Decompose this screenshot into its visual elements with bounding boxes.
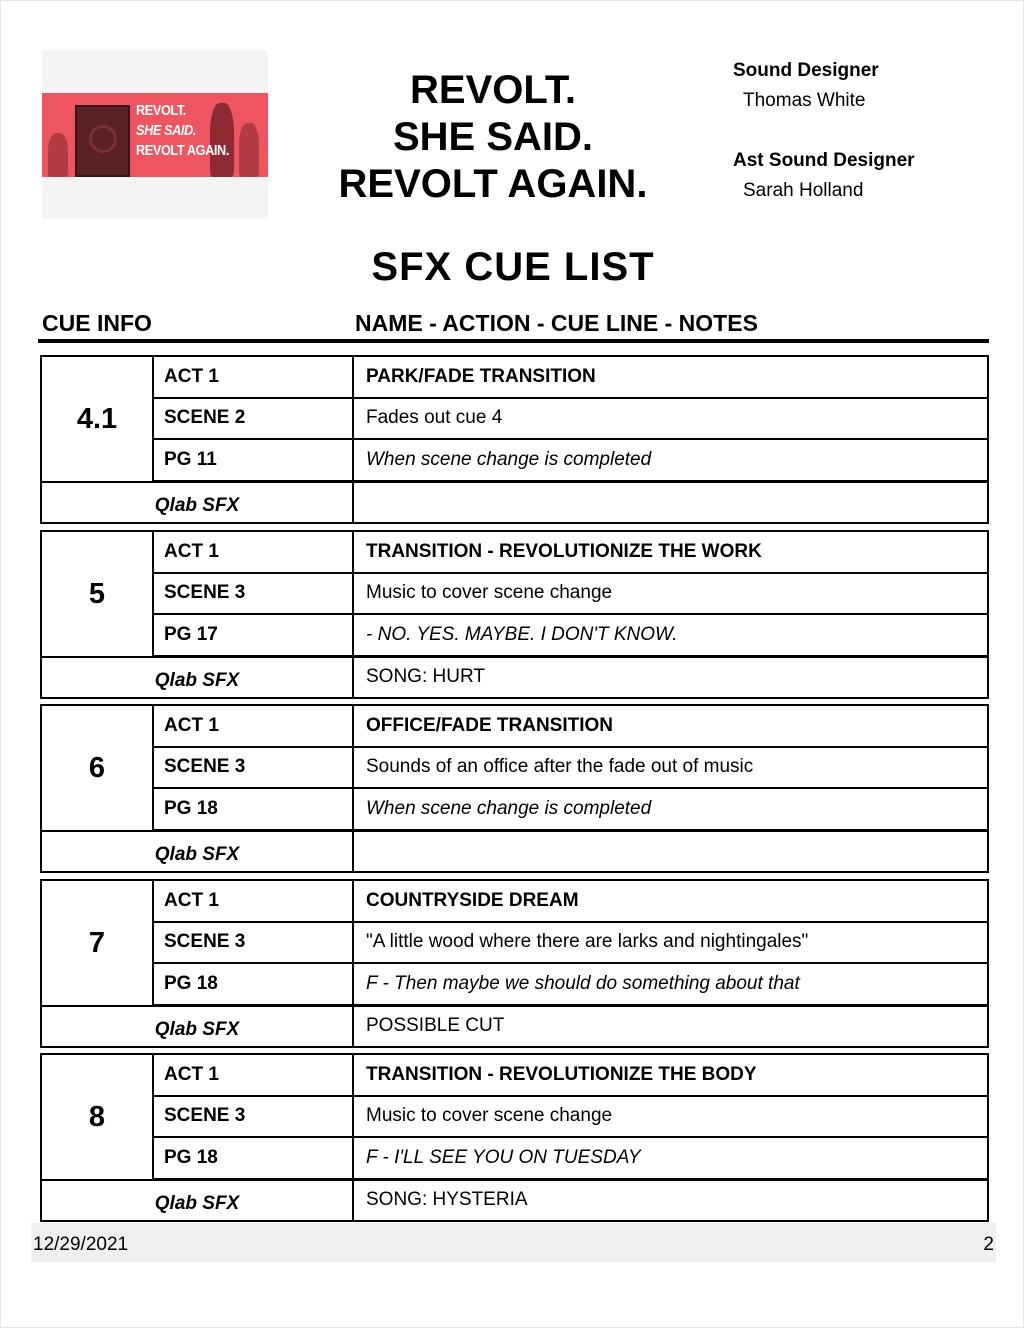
cue-scene: SCENE 3 xyxy=(154,747,354,787)
page-heading: SFX CUE LIST xyxy=(371,245,655,289)
cue-notes xyxy=(354,832,989,873)
cue-row xyxy=(154,747,989,789)
cue-number: 4.1 xyxy=(42,357,154,481)
cue-action: Music to cover scene change xyxy=(366,582,613,603)
credit-role: Sound Designer xyxy=(733,60,879,81)
header-divider xyxy=(38,339,989,343)
cue-block xyxy=(40,355,989,524)
cue-row xyxy=(154,573,989,615)
cue-footer-row xyxy=(42,656,989,699)
cue-number: 7 xyxy=(42,881,154,1005)
cue-row xyxy=(154,1096,989,1138)
cue-page: PG 18 xyxy=(154,789,354,829)
credits xyxy=(733,59,915,239)
cue-block xyxy=(40,1053,989,1222)
show-logo xyxy=(42,50,268,219)
cue-row xyxy=(154,789,989,831)
cue-name: COUNTRYSIDE DREAM xyxy=(366,890,579,911)
logo-text: REVOLT. SHE SAID. REVOLT AGAIN. xyxy=(136,102,229,159)
cue-block xyxy=(40,879,989,1048)
cue-action: Fades out cue 4 xyxy=(366,407,503,428)
logo-banner xyxy=(42,93,268,177)
cue-row xyxy=(154,964,989,1006)
credit-role: Ast Sound Designer xyxy=(733,150,915,171)
cue-name: TRANSITION - REVOLUTIONIZE THE WORK xyxy=(366,541,762,562)
cue-notes xyxy=(354,483,989,524)
cue-scene: SCENE 2 xyxy=(154,398,354,438)
cue-footer-row xyxy=(42,1179,989,1222)
cue-scene: SCENE 3 xyxy=(154,1096,354,1136)
cue-block xyxy=(40,704,989,873)
cue-row xyxy=(154,532,989,574)
cue-notes: SONG: HURT xyxy=(366,666,485,687)
cue-footer-row xyxy=(42,481,989,524)
cue-row xyxy=(154,706,989,748)
cue-name: PARK/FADE TRANSITION xyxy=(366,366,596,387)
cue-name: TRANSITION - REVOLUTIONIZE THE BODY xyxy=(366,1064,757,1085)
cue-act: ACT 1 xyxy=(154,1055,354,1095)
amplifier-image xyxy=(75,105,130,177)
cue-page: PG 11 xyxy=(154,440,354,480)
cue-action: "A little wood where there are larks and nightingales" xyxy=(366,931,809,952)
cue-name: OFFICE/FADE TRANSITION xyxy=(366,715,613,736)
cue-act: ACT 1 xyxy=(154,706,354,746)
cue-act: ACT 1 xyxy=(154,532,354,572)
cue-type: Qlab SFX xyxy=(42,1007,354,1048)
cue-row xyxy=(154,398,989,440)
cue-notes: POSSIBLE CUT xyxy=(366,1015,505,1036)
cue-cue-line: When scene change is completed xyxy=(366,798,652,819)
cue-type: Qlab SFX xyxy=(42,483,354,524)
cue-footer-row xyxy=(42,830,989,873)
cue-row xyxy=(154,440,989,482)
cue-row xyxy=(154,1055,989,1097)
cue-page: PG 18 xyxy=(154,964,354,1004)
cue-scene: SCENE 3 xyxy=(154,573,354,613)
fist-image xyxy=(239,123,259,177)
cue-row xyxy=(154,881,989,923)
cue-row xyxy=(154,922,989,964)
cue-cue-line: - NO. YES. MAYBE. I DON'T KNOW. xyxy=(366,624,678,645)
cue-cue-line: F - Then maybe we should do something about that xyxy=(366,973,800,994)
column-header-details: NAME - ACTION - CUE LINE - NOTES xyxy=(355,310,758,336)
page-number: 2 xyxy=(983,1234,994,1255)
cue-page: PG 18 xyxy=(154,1138,354,1178)
cue-action: Sounds of an office after the fade out of music xyxy=(366,756,754,777)
cue-number: 8 xyxy=(42,1055,154,1179)
show-title: REVOLT. SHE SAID. REVOLT AGAIN. xyxy=(338,68,648,206)
print-date: 12/29/2021 xyxy=(33,1234,129,1255)
cue-action: Music to cover scene change xyxy=(366,1105,613,1126)
cue-number: 5 xyxy=(42,532,154,656)
credit-name: Sarah Holland xyxy=(743,180,864,201)
cue-page: PG 17 xyxy=(154,615,354,655)
column-header-cue-info: CUE INFO xyxy=(42,310,152,336)
cue-type: Qlab SFX xyxy=(42,1181,354,1222)
credit-name: Thomas White xyxy=(743,90,866,111)
cue-row xyxy=(154,357,989,399)
cue-type: Qlab SFX xyxy=(42,832,354,873)
cue-act: ACT 1 xyxy=(154,881,354,921)
cue-cue-line: When scene change is completed xyxy=(366,449,652,470)
cue-type: Qlab SFX xyxy=(42,658,354,699)
cue-notes: SONG: HYSTERIA xyxy=(366,1189,528,1210)
fist-image xyxy=(48,133,68,177)
cue-cue-line: F - I'LL SEE YOU ON TUESDAY xyxy=(366,1147,641,1168)
page-footer xyxy=(31,1223,996,1262)
cue-act: ACT 1 xyxy=(154,357,354,397)
cue-row xyxy=(154,1138,989,1180)
cue-row xyxy=(154,615,989,657)
cue-scene: SCENE 3 xyxy=(154,922,354,962)
cue-number: 6 xyxy=(42,706,154,830)
cue-footer-row xyxy=(42,1005,989,1048)
cue-block xyxy=(40,530,989,699)
